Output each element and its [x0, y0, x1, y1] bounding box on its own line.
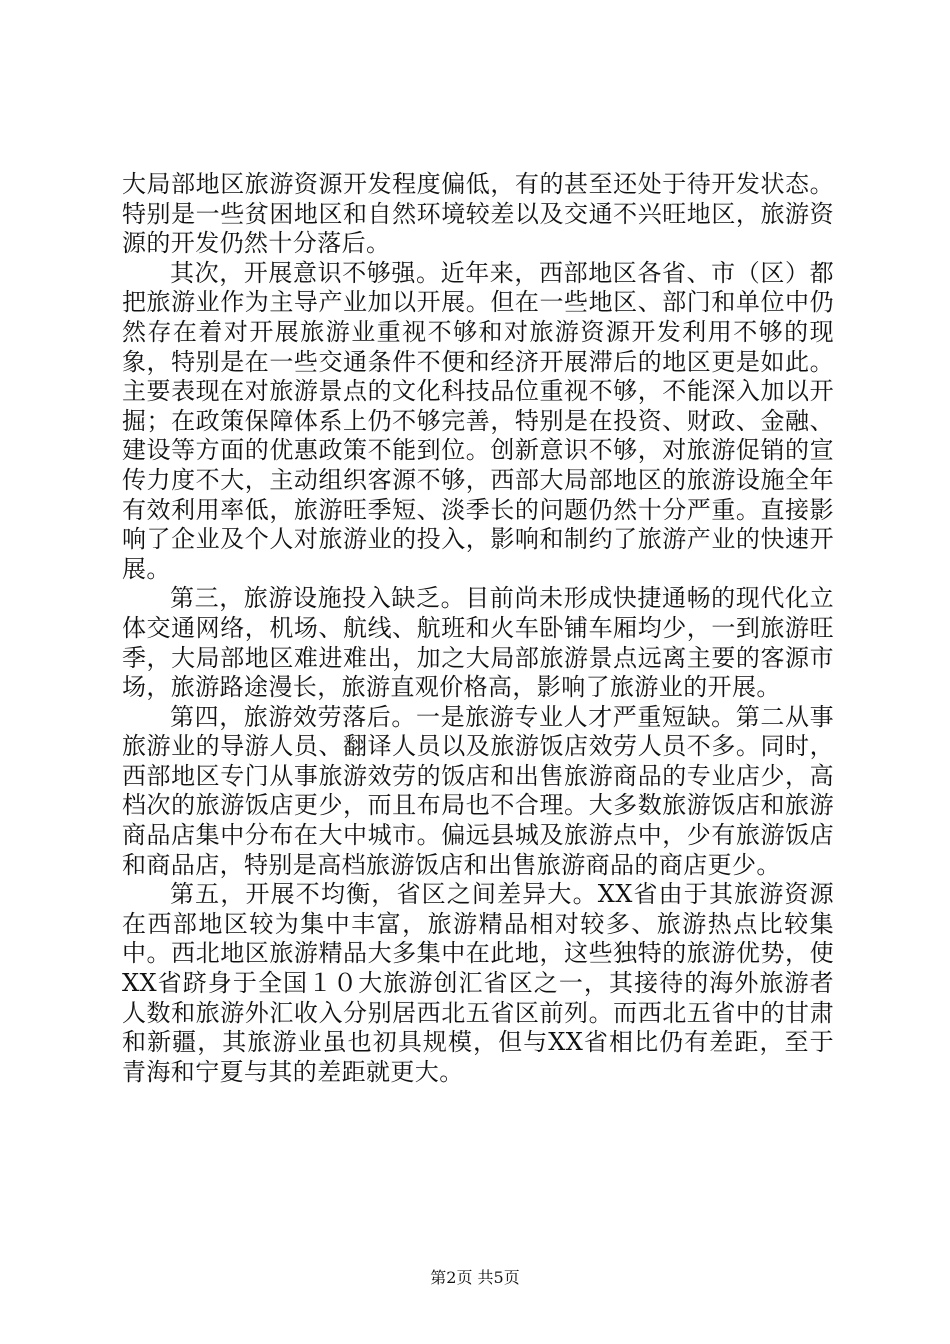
- paragraph-3: 第三，旅游设施投入缺乏。目前尚未形成快捷通畅的现代化立体交通网络，机场、航线、航班和火车卧铺车厢均少，一到旅游旺季，大局部地区难进难出，加之大局部旅游景点远离主要的客源市场，旅游路途漫长，旅游直观价格高，影响了旅游业的开展。: [122, 584, 834, 702]
- paragraph-5: 第五，开展不均衡，省区之间差异大。XX省由于其旅游资源在西部地区较为集中丰富，旅游精品相对较多、旅游热点比较集中。西北地区旅游精品大多集中在此地，这些独特的旅游优势，使XX省跻身于全国１０大旅游创汇省区之一，其接待的海外旅游者人数和旅游外汇收入分别居西北五省区前列。而西北五省中的甘肃和新疆，其旅游业虽也初具规模，但与XX省相比仍有差距，至于青海和宁夏与其的差距就更大。: [122, 880, 834, 1086]
- page-number-footer: 第2页 共5页: [430, 1268, 520, 1287]
- document-body: [122, 170, 834, 1087]
- paragraph-1: 大局部地区旅游资源开发程度偏低，有的甚至还处于待开发状态。特别是一些贫困地区和自然环境较差以及交通不兴旺地区，旅游资源的开发仍然十分落后。: [122, 170, 834, 258]
- paragraph-2: 其次，开展意识不够强。近年来，西部地区各省、市（区）都把旅游业作为主导产业加以开展。但在一些地区、部门和单位中仍然存在着对开展旅游业重视不够和对旅游资源开发利用不够的现象，特别是在一些交通条件不便和经济开展滞后的地区更是如此。主要表现在对旅游景点的文化科技品位重视不够，不能深入加以开掘；在政策保障体系上仍不够完善，特别是在投资、财政、金融、建设等方面的优惠政策不能到位。创新意识不够，对旅游促销的宣传力度不大，主动组织客源不够，西部大局部地区的旅游设施全年有效利用率低，旅游旺季短、淡季长的问题仍然十分严重。直接影响了企业及个人对旅游业的投入，影响和制约了旅游产业的快速开展。: [122, 258, 834, 583]
- paragraph-4: 第四，旅游效劳落后。一是旅游专业人才严重短缺。第二从事旅游业的导游人员、翻译人员以及旅游饭店效劳人员不多。同时，西部地区专门从事旅游效劳的饭店和出售旅游商品的专业店少，高档次的旅游饭店更少，而且布局也不合理。大多数旅游饭店和旅游商品店集中分布在大中城市。偏远县城及旅游点中，少有旅游饭店和商品店，特别是高档旅游饭店和出售旅游商品的商店更少。: [122, 702, 834, 879]
